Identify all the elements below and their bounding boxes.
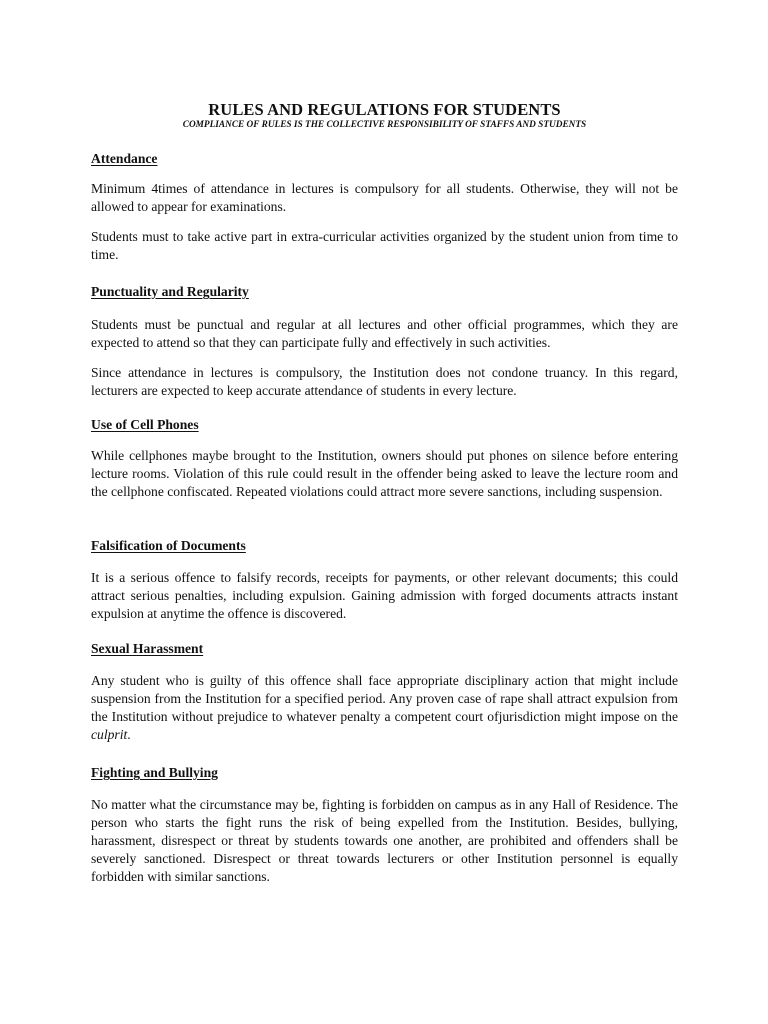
section-cell-phones	[91, 416, 678, 501]
paragraph: Since attendance in lectures is compulsory, the Institution does not condone truancy. In this regard, lecturers are expected to keep accurate attendance of students in every lecture.	[91, 365, 678, 398]
section-heading: Use of Cell Phones	[91, 417, 199, 432]
paragraph: No matter what the circumstance may be, fighting is forbidden on campus as in any Hall of Residence. The person who starts the fight runs the risk of being expelled from the Institution. Besides, bullying, harassment, disrespect or threat by students towards one another, are prohibited and offenders shall be severely sanctioned. Disrespect or threat towards lecturers or other Institution personnel is equally forbidden with similar sanctions.	[91, 797, 678, 884]
paragraph: Students must to take active part in extra-curricular activities organized by the student union from time to time.	[91, 229, 678, 262]
section-punctuality	[91, 283, 678, 400]
section-heading: Attendance	[91, 151, 158, 166]
emphasis-text: culprit	[91, 727, 128, 742]
document-page	[91, 100, 678, 131]
section-fighting	[91, 764, 678, 886]
section-attendance	[91, 150, 678, 264]
paragraph-text: Any student who is guilty of this offence shall face appropriate disciplinary action that might include suspension from the Institution for a specified period. Any proven case of rape shall attract expulsion from the Institution without prejudice to whatever penalty a competent court ofjurisdiction might impose on the	[91, 673, 678, 724]
document-title: RULES AND REGULATIONS FOR STUDENTS	[208, 100, 561, 119]
paragraph: Minimum 4times of attendance in lectures is compulsory for all students. Otherwise, they will not be allowed to appear for examinations.	[91, 181, 678, 214]
document-subtitle: COMPLIANCE OF RULES IS THE COLLECTIVE RESPONSIBILITY OF STAFFS AND STUDENTS	[182, 120, 587, 130]
trailing-punctuation: .	[127, 727, 131, 742]
section-heading: Sexual Harassment	[91, 641, 204, 656]
section-falsification	[91, 537, 678, 623]
paragraph	[91, 672, 678, 744]
section-sexual-harassment	[91, 640, 678, 744]
section-heading: Punctuality and Regularity	[91, 284, 249, 299]
section-heading: Falsification of Documents	[91, 538, 246, 553]
paragraph: While cellphones maybe brought to the Institution, owners should put phones on silence before entering lecture rooms. Violation of this rule could result in the offender being asked to leave the lecture room and the cellphone confiscated. Repeated violations could attract more severe sanctions, including suspension.	[91, 448, 678, 499]
paragraph: Students must be punctual and regular at all lectures and other official programmes, which they are expected to attend so that they can participate fully and effectively in such activities.	[91, 317, 678, 350]
section-heading: Fighting and Bullying	[91, 765, 218, 780]
paragraph: It is a serious offence to falsify records, receipts for payments, or other relevant documents; this could attract serious penalties, including expulsion. Gaining admission with forged documents attracts instant expulsion at anytime the offence is discovered.	[91, 570, 678, 621]
